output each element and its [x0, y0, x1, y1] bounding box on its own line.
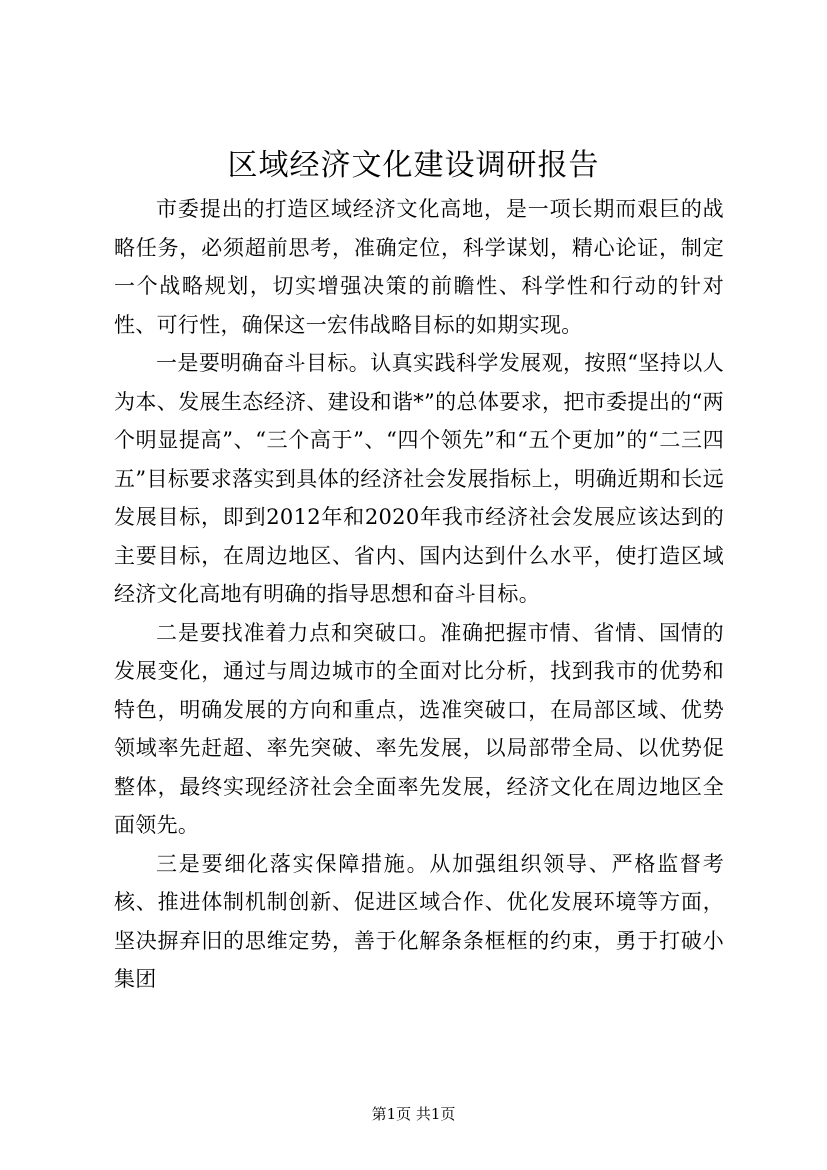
- paragraph-intro: 市委提出的打造区域经济文化高地，是一项长期而艰巨的战略任务，必须超前思考，准确定位，科学谋划，精心论证，制定一个战略规划，切实增强决策的前瞻性、科学性和行动的针对性、可行性，确保这一宏伟战略目标的如期实现。: [114, 197, 724, 337]
- page-footer: [0, 1104, 827, 1124]
- document-title: 区域经济文化建设调研报告: [227, 148, 600, 183]
- paragraph-goals: 一是要明确奋斗目标。认真实践科学发展观，按照“坚持以人为本、发展生态经济、建设和谐*”的总体要求，把市委提出的“两个明显提高”、“三个高于”、“四个领先”和“五个更加”的“二三四五”目标要求落实到具体的经济社会发展指标上，明确近期和长远发展目标，即到2012年和2020年我市经济社会发展应该达到的主要目标，在周边地区、省内、国内达到什么水平，使打造区域经济文化高地有明确的指导思想和奋斗目标。: [114, 351, 724, 606]
- document-body: [114, 190, 724, 999]
- page-number-label: 第1页 共1页: [371, 1105, 456, 1123]
- paragraph-measures: 三是要细化落实保障措施。从加强组织领导、严格监督考核、推进体制机制创新、促进区域合作、优化发展环境等方面，坚决摒弃旧的思维定势，善于化解条条框框的约束，勇于打破小集团: [114, 851, 724, 991]
- paragraph-breakthrough: 二是要找准着力点和突破口。准确把握市情、省情、国情的发展变化，通过与周边城市的全面对比分析，找到我市的优势和特色，明确发展的方向和重点，选准突破口，在局部区域、优势领域率先赶超、率先突破、率先发展，以局部带全局、以优势促整体，最终实现经济社会全面率先发展，经济文化在周边地区全面领先。: [114, 620, 724, 837]
